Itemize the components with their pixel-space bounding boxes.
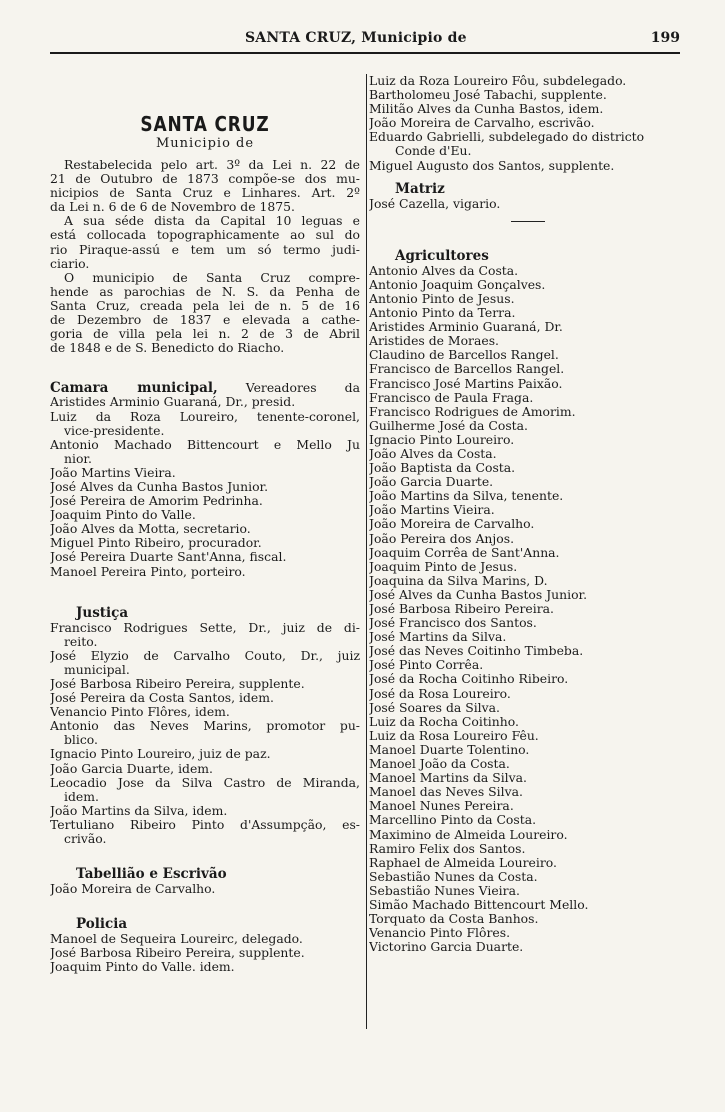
list-item: Militão Alves da Cunha Bastos, idem.	[369, 102, 604, 117]
list-item: João Garcia Duarte.	[369, 475, 494, 490]
list-item: José Barbosa Ribeiro Pereira, supplente.	[50, 946, 305, 961]
list-item: José das Neves Coitinho Timbeba.	[369, 644, 584, 659]
list-item: idem.	[64, 789, 99, 804]
page-header	[50, 30, 680, 54]
policia-heading: Policia	[76, 916, 128, 933]
list-item: Manoel Nunes Pereira.	[369, 799, 514, 814]
list-item: Guilherme José da Costa.	[369, 418, 528, 433]
list-item: João Alves da Motta, secretario.	[50, 522, 251, 537]
matriz-heading: Matriz	[395, 180, 445, 197]
page-number: 199	[650, 30, 680, 46]
list-item: José Elyzio de Carvalho Couto, Dr., juiz	[50, 648, 360, 663]
list-item: José Barbosa Ribeiro Pereira.	[369, 602, 554, 616]
list-item: José Alves da Cunha Bastos Junior.	[369, 587, 588, 602]
list-item: Miguel Augusto dos Santos, supplente.	[369, 158, 615, 173]
list-item: Luiz da Roza Loureiro, tenente-coronel,	[50, 409, 360, 424]
list-item: blico.	[64, 733, 98, 748]
list-item: Marcellino Pinto da Costa.	[369, 813, 537, 828]
list-item: Francisco Rodrigues Sette, Dr., juiz de di-	[50, 620, 360, 635]
list-item: Joaquim Pinto do Valle. idem.	[50, 960, 235, 975]
list-item: João Moreira de Carvalho.	[50, 882, 216, 897]
camara-list	[50, 395, 360, 578]
list-item: Ignacio Pinto Loureiro, juiz de paz.	[50, 747, 271, 762]
list-item: João Martins Vieira.	[50, 465, 176, 480]
list-item: Joaquina da Silva Marins, D.	[369, 573, 548, 588]
list-item: João Martins da Silva, tenente.	[369, 489, 564, 504]
list-item: José Pinto Corrêa.	[369, 658, 484, 673]
list-item: Venancio Pinto Flôres.	[369, 926, 511, 941]
list-item: Aristides Arminio Guaraná, Dr., presid.	[50, 395, 296, 410]
list-item: Miguel Pinto Ribeiro, procurador.	[50, 536, 262, 551]
list-item: João Alves da Costa.	[369, 446, 497, 461]
camara-heading: Camara municipal,	[50, 381, 218, 396]
list-item: José Francisco dos Santos.	[369, 616, 537, 631]
list-item: Victorino Garcia Duarte.	[369, 940, 524, 955]
list-item: João Moreira de Carvalho.	[369, 517, 535, 532]
list-item: Aristides de Moraes.	[369, 334, 499, 349]
list-item: João Martins Vieira.	[369, 503, 495, 518]
list-item: Sebastião Nunes Vieira.	[369, 883, 520, 898]
agricultores-heading: Agricultores	[395, 247, 489, 264]
camara-heading-line	[50, 381, 360, 395]
list-item: Joaquim Corrêa de Sant'Anna.	[369, 545, 560, 560]
list-item: reito.	[64, 634, 98, 649]
list-item: José da Rocha Coitinho Ribeiro.	[369, 672, 569, 687]
policia-list	[50, 932, 360, 974]
text-line: hende as parochias de N. S. da Penha de	[50, 284, 360, 299]
running-title: SANTA CRUZ, Municipio de	[245, 30, 467, 46]
list-item: Luiz da Roza Loureiro Fôu, subdelegado.	[369, 74, 627, 88]
list-item: Francisco de Paula Fraga.	[369, 390, 534, 405]
intro-paragraph	[50, 158, 360, 355]
list-item: Bartholomeu José Tabachi, supplente.	[369, 88, 607, 103]
list-item: Torquato da Costa Banhos.	[369, 912, 539, 927]
list-item: crivão.	[64, 832, 107, 847]
text-line: nicipios de Santa Cruz e Linhares. Art. 2º	[50, 186, 360, 201]
list-item: Manoel Duarte Tolentino.	[369, 742, 530, 757]
police-continued-list	[369, 74, 679, 173]
camara-heading-rest: Vereadores da	[245, 381, 360, 396]
municipality-title: SANTA CRUZ	[140, 112, 270, 136]
list-item: Antonio Machado Bittencourt e Mello Ju	[50, 437, 360, 452]
agricultores-list	[369, 264, 679, 955]
list-item: Ignacio Pinto Loureiro.	[369, 432, 515, 447]
text-line: rio Piraque-assú e tem um só termo judi-	[50, 242, 360, 257]
list-item: José Cazella, vigario.	[369, 196, 501, 211]
list-item: Antonio das Neves Marins, promotor pu-	[50, 719, 360, 734]
list-item: Antonio Joaquim Gonçalves.	[369, 277, 546, 292]
text-line: A sua séde dista da Capital 10 leguas e	[64, 214, 360, 229]
list-item: Francisco José Martins Paixão.	[369, 376, 563, 391]
list-item: Leocadio Jose da Silva Castro de Miranda,	[50, 775, 360, 790]
list-item: Luiz da Rosa Loureiro Fêu.	[369, 728, 539, 743]
list-item: Manoel das Neves Silva.	[369, 785, 523, 800]
list-item: nior.	[64, 451, 92, 466]
list-item: Luiz da Rocha Coitinho.	[369, 714, 519, 729]
list-item: José Pereira de Amorim Pedrinha.	[50, 494, 263, 509]
text-line: Santa Cruz, creada pela lei de n. 5 de 16	[50, 298, 360, 313]
list-item: João Garcia Duarte, idem.	[50, 761, 213, 776]
list-item: Joaquim Pinto do Valle.	[50, 508, 196, 523]
list-item: Manoel Pereira Pinto, porteiro.	[50, 564, 246, 579]
text-line: da Lei n. 6 de 6 de Novembro de 1875.	[50, 200, 295, 215]
text-line: de Dezembro de 1837 e elevada a cathe-	[50, 313, 360, 328]
list-item: Ramiro Felix dos Santos.	[369, 841, 526, 856]
list-item: Francisco Rodrigues de Amorim.	[369, 404, 576, 419]
text-line: de 1848 e de S. Benedicto do Riacho.	[50, 341, 285, 356]
municipality-subtitle: Municipio de	[155, 136, 255, 151]
justica-heading: Justiça	[76, 604, 129, 621]
text-line: ciario.	[50, 256, 90, 271]
list-item: José Martins da Silva.	[369, 630, 507, 645]
tabelliao-heading: Tabellião e Escrivão	[76, 866, 227, 883]
list-item: José da Rosa Loureiro.	[369, 686, 511, 701]
text-line: O municipio de Santa Cruz compre-	[64, 270, 360, 285]
left-column	[50, 74, 360, 975]
list-item: Maximino de Almeida Loureiro.	[369, 827, 568, 842]
list-item: José Pereira Duarte Sant'Anna, fiscal.	[50, 550, 287, 565]
list-item: Joaquim Pinto de Jesus.	[369, 559, 518, 574]
list-item: Claudino de Barcellos Rangel.	[369, 348, 559, 363]
list-item: Sebastião Nunes da Costa.	[369, 869, 538, 884]
list-item: Antonio Pinto da Terra.	[369, 306, 516, 321]
list-item: José Alves da Cunha Bastos Junior.	[50, 479, 269, 494]
text-line: 21 de Outubro de 1873 compõe-se dos mu-	[50, 172, 360, 187]
list-item: João Baptista da Costa.	[369, 461, 516, 476]
list-item: Manoel de Sequeira Loureirc, delegado.	[50, 932, 303, 947]
list-item: João Martins da Silva, idem.	[50, 803, 228, 818]
text-line: goria de villa pela lei n. 2 de 3 de Abril	[50, 327, 360, 342]
list-item: Conde d'Eu.	[395, 144, 472, 159]
list-item: Antonio Pinto de Jesus.	[369, 291, 515, 306]
list-item: Tertuliano Ribeiro Pinto d'Assumpção, es-	[50, 817, 360, 832]
list-item: Aristides Arminio Guaraná, Dr.	[369, 320, 563, 335]
text-line: Restabelecida pelo art. 3º da Lei n. 22 de	[64, 158, 360, 172]
list-item: vice-presidente.	[64, 423, 165, 438]
list-item: Raphael de Almeida Loureiro.	[369, 855, 557, 870]
list-item: João Moreira de Carvalho, escrivão.	[369, 116, 595, 131]
list-item: Venancio Pinto Flôres, idem.	[50, 705, 230, 720]
list-item: José Pereira da Costa Santos, idem.	[50, 691, 274, 706]
list-item: Manoel João da Costa.	[369, 757, 510, 772]
list-item: Manoel Martins da Silva.	[369, 771, 527, 786]
list-item: Antonio Alves da Costa.	[369, 263, 519, 278]
list-item: municipal.	[64, 662, 130, 677]
list-item: José Barbosa Ribeiro Pereira, supplente.	[50, 677, 305, 691]
list-item: José Soares da Silva.	[369, 700, 500, 715]
list-item: Simão Machado Bittencourt Mello.	[369, 897, 589, 912]
list-item: Francisco de Barcellos Rangel.	[369, 362, 565, 377]
list-item: Eduardo Gabrielli, subdelegado do districto	[369, 130, 645, 145]
list-item: João Pereira dos Anjos.	[369, 531, 515, 546]
justica-list	[50, 621, 360, 847]
text-line: está collocada topographicamente ao sul do	[50, 228, 360, 243]
right-column	[366, 74, 679, 1029]
